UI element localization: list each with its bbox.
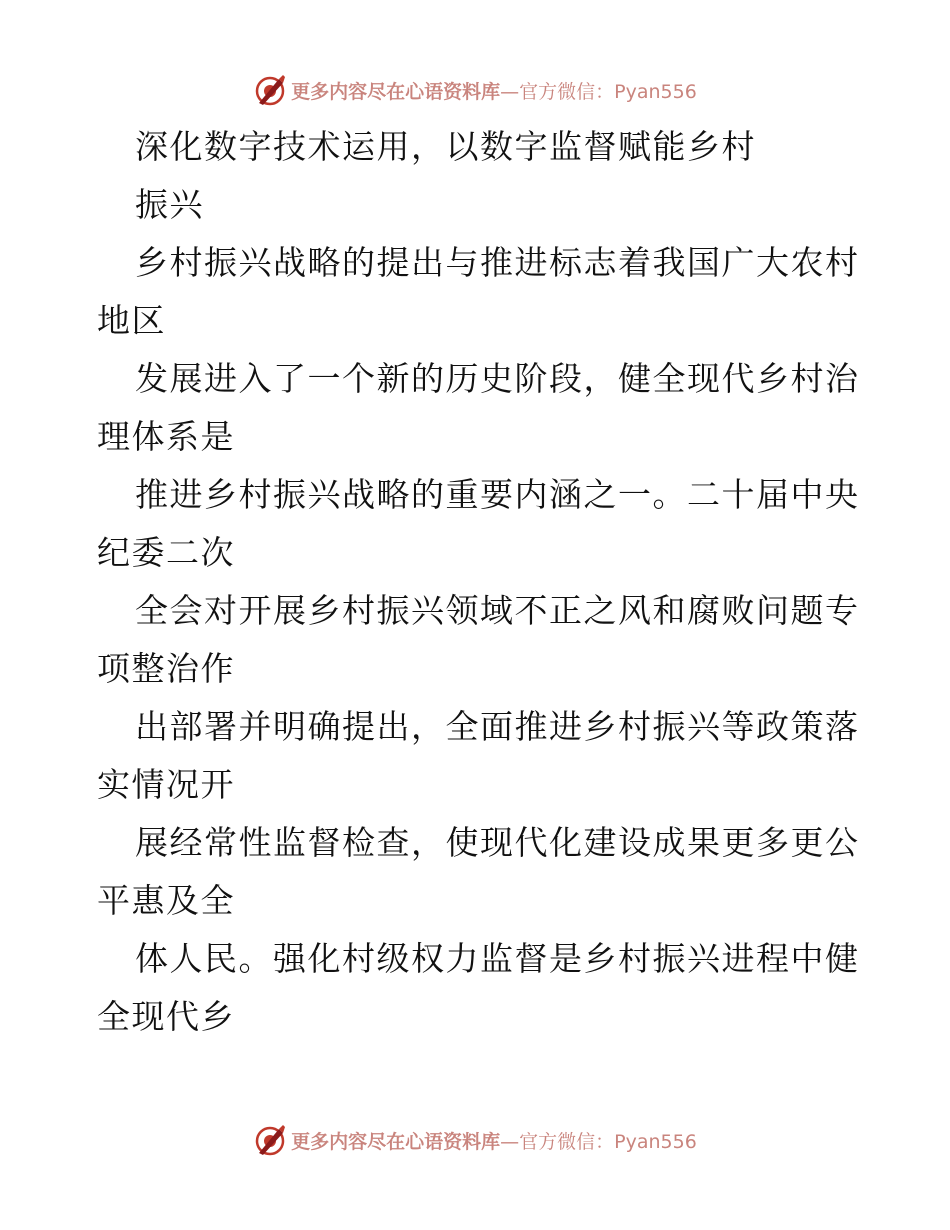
text-line: 乡村振兴战略的提出与推进标志着我国广大农村 (135, 243, 860, 282)
header-banner (0, 70, 950, 110)
footer-banner (0, 1120, 950, 1160)
header-brand-text: 更多内容尽在心语资料库 (291, 80, 501, 103)
header-contact-text: —官方微信：Pyan556 (500, 80, 697, 103)
pen-logo-icon (253, 1123, 287, 1157)
text-line: 纪委二次 (97, 533, 235, 572)
footer-contact-text: —官方微信：Pyan556 (500, 1130, 697, 1153)
text-line: 展经常性监督检查，使现代化建设成果更多更公 (135, 823, 860, 862)
footer-brand-text: 更多内容尽在心语资料库 (291, 1130, 501, 1153)
document-body (97, 118, 860, 1046)
pen-logo-icon (253, 73, 287, 107)
text-line: 发展进入了一个新的历史阶段，健全现代乡村治 (135, 359, 860, 398)
text-line: 实情况开 (97, 765, 235, 804)
text-line: 地区 (97, 301, 166, 340)
text-line: 出部署并明确提出，全面推进乡村振兴等政策落 (135, 707, 860, 746)
text-line: 平惠及全 (97, 881, 235, 920)
text-line: 全会对开展乡村振兴领域不正之风和腐败问题专 (135, 591, 860, 630)
text-line: 体人民。强化村级权力监督是乡村振兴进程中健 (135, 939, 860, 978)
text-line: 项整治作 (97, 649, 235, 688)
text-line: 深化数字技术运用，以数字监督赋能乡村 (135, 127, 756, 166)
text-line: 推进乡村振兴战略的重要内涵之一。二十届中央 (135, 475, 860, 514)
text-line: 全现代乡 (97, 997, 235, 1036)
text-line: 理体系是 (97, 417, 235, 456)
text-line: 振兴 (135, 185, 204, 224)
